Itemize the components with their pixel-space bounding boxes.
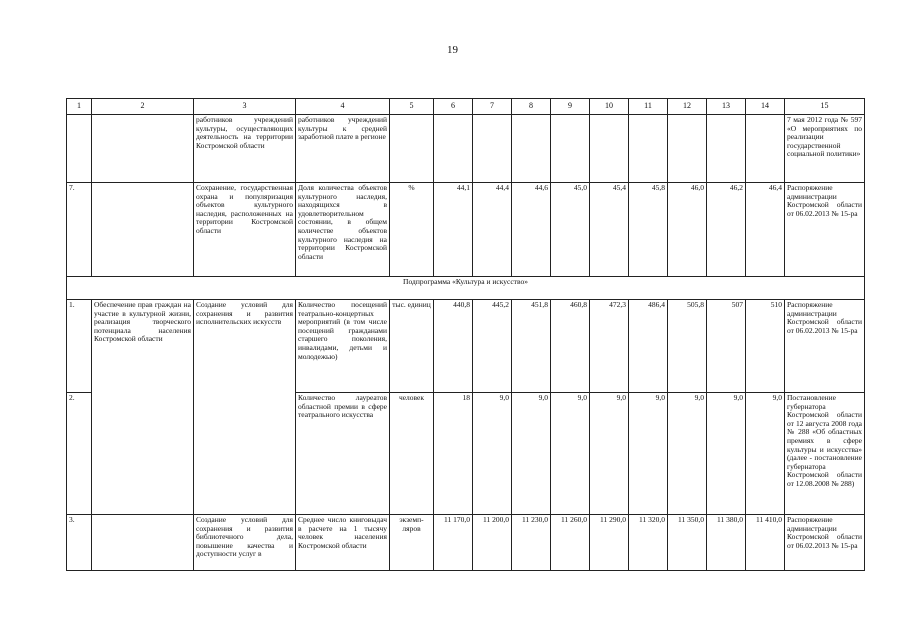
value-cell: 9,0: [746, 393, 785, 515]
value-cell: 11 230,0: [512, 515, 551, 571]
header-cell: 9: [551, 99, 590, 115]
unit-cell: [390, 115, 434, 183]
source-cell: Распоряжение администрации Костромской области от 06.02.2013 № 15-ра: [785, 300, 865, 393]
section-row: [67, 277, 865, 300]
value-cell: 9,0: [590, 393, 629, 515]
task-cell: Создание условий для сохранения и развития исполнительских искусств: [194, 300, 296, 515]
value-cell: [590, 115, 629, 183]
source-cell: Распоряжение администрации Костромской области от 06.02.2013 № 15-ра: [785, 183, 865, 277]
row-number: 2.: [67, 393, 92, 515]
goal-cell: Обеспечение прав граждан на участие в культурной жизни, реализация творческого потенциала населения Костромской области: [92, 300, 194, 515]
source-cell: 7 мая 2012 года № 597 «О мероприятиях по реализации государственной социальной политики»: [785, 115, 865, 183]
value-cell: 9,0: [512, 393, 551, 515]
value-cell: 486,4: [629, 300, 668, 393]
value-cell: 11 200,0: [473, 515, 512, 571]
value-cell: [551, 115, 590, 183]
header-cell: 5: [390, 99, 434, 115]
header-cell: 6: [434, 99, 473, 115]
value-cell: 11 320,0: [629, 515, 668, 571]
value-cell: 46,2: [707, 183, 746, 277]
value-cell: [707, 115, 746, 183]
value-cell: [473, 115, 512, 183]
row-number: 1.: [67, 300, 92, 393]
unit-cell: человек: [390, 393, 434, 515]
goal-cell: [92, 515, 194, 571]
indicator-cell: Среднее число книговыдач в расчете на 1 тысячу человек населения Костромской области: [296, 515, 390, 571]
row-number: 7.: [67, 183, 92, 277]
header-row: [67, 99, 865, 115]
value-cell: 11 380,0: [707, 515, 746, 571]
header-cell: 8: [512, 99, 551, 115]
task-cell: Создание условий для сохранения и развития библиотечного дела, повышение качества и доступности услуг в: [194, 515, 296, 571]
value-cell: 11 410,0: [746, 515, 785, 571]
row-number: [67, 115, 92, 183]
indicator-cell: Доля количества объектов культурного наследия, находящихся в удовлетворительном состоянии, в общем количестве объектов культурного наследия на территории Костромской области: [296, 183, 390, 277]
row-number: 3.: [67, 515, 92, 571]
header-cell: 1: [67, 99, 92, 115]
subprogram-title: Подпрограмма «Культура и искусство»: [67, 277, 865, 300]
value-cell: [746, 115, 785, 183]
value-cell: 45,8: [629, 183, 668, 277]
value-cell: 18: [434, 393, 473, 515]
unit-cell: %: [390, 183, 434, 277]
table-row: [67, 300, 865, 393]
value-cell: 44,1: [434, 183, 473, 277]
header-cell: 2: [92, 99, 194, 115]
value-cell: 9,0: [551, 393, 590, 515]
header-cell: 11: [629, 99, 668, 115]
value-cell: [434, 115, 473, 183]
value-cell: 445,2: [473, 300, 512, 393]
unit-cell: экземп-ляров: [390, 515, 434, 571]
indicator-cell: Количество лауреатов областной премии в сфере театрального искусства: [296, 393, 390, 515]
header-cell: 13: [707, 99, 746, 115]
task-cell: Сохранение, государственная охрана и популяризация объектов культурного наследия, расположенных на территории Костромской области: [194, 183, 296, 277]
table-row: [67, 183, 865, 277]
value-cell: 11 260,0: [551, 515, 590, 571]
header-cell: 4: [296, 99, 390, 115]
value-cell: 11 350,0: [668, 515, 707, 571]
value-cell: 505,8: [668, 300, 707, 393]
header-cell: 15: [785, 99, 865, 115]
value-cell: 46,4: [746, 183, 785, 277]
value-cell: 451,8: [512, 300, 551, 393]
source-cell: Постановление губернатора Костромской области от 12 августа 2008 года № 288 «Об областных премиях в сфере культуры и искусства» (далее - постановление губернатора Костромской области от 12.08.2008 № 288): [785, 393, 865, 515]
indicators-table: [66, 98, 865, 571]
source-cell: Распоряжение администрации Костромской области от 06.02.2013 № 15-ра: [785, 515, 865, 571]
task-cell: работников учреждений культуры, осуществляющих деятельность на территории Костромской области: [194, 115, 296, 183]
value-cell: 9,0: [473, 393, 512, 515]
value-cell: 460,8: [551, 300, 590, 393]
goal-cell: [92, 183, 194, 277]
value-cell: 507: [707, 300, 746, 393]
header-cell: 10: [590, 99, 629, 115]
page-number: 19: [447, 44, 458, 56]
value-cell: 9,0: [668, 393, 707, 515]
header-cell: 3: [194, 99, 296, 115]
value-cell: 45,4: [590, 183, 629, 277]
table-row: [67, 115, 865, 183]
indicator-cell: Количество посещений театрально-концертных мероприятий (в том числе посещений гражданами старшего поколения, инвалидами, детьми и молодежью): [296, 300, 390, 393]
header-cell: 7: [473, 99, 512, 115]
header-cell: 14: [746, 99, 785, 115]
goal-cell: [92, 115, 194, 183]
value-cell: 46,0: [668, 183, 707, 277]
header-cell: 12: [668, 99, 707, 115]
value-cell: 11 290,0: [590, 515, 629, 571]
value-cell: [512, 115, 551, 183]
value-cell: 472,3: [590, 300, 629, 393]
value-cell: 44,6: [512, 183, 551, 277]
table-row: [67, 515, 865, 571]
value-cell: 45,0: [551, 183, 590, 277]
unit-cell: тыс. единиц: [390, 300, 434, 393]
value-cell: [629, 115, 668, 183]
value-cell: [668, 115, 707, 183]
indicator-cell: работников учреждений культуры к средней заработной плате в регионе: [296, 115, 390, 183]
value-cell: 44,4: [473, 183, 512, 277]
value-cell: 9,0: [629, 393, 668, 515]
value-cell: 11 170,0: [434, 515, 473, 571]
value-cell: 9,0: [707, 393, 746, 515]
value-cell: 440,8: [434, 300, 473, 393]
value-cell: 510: [746, 300, 785, 393]
